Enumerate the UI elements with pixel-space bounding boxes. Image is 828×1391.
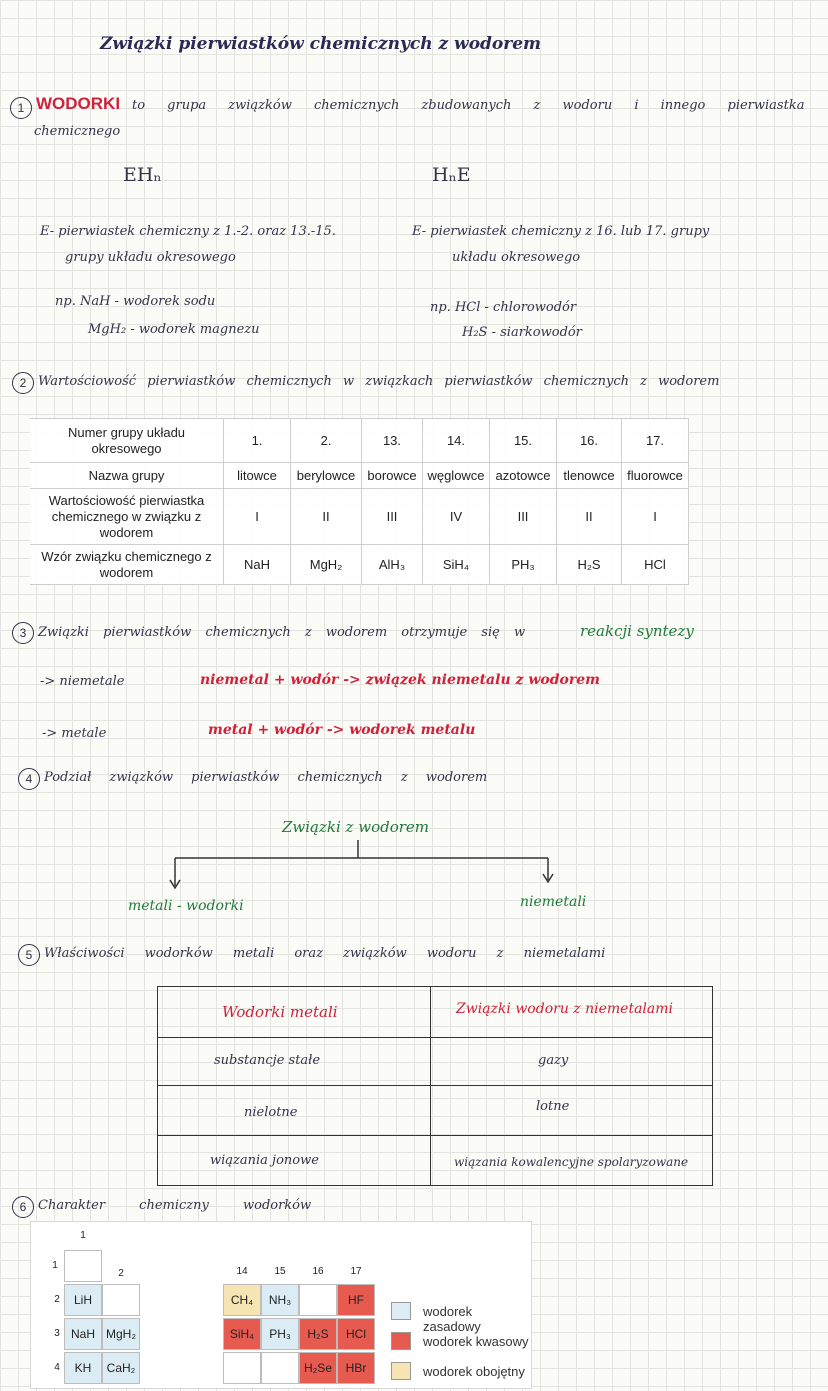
section-3-heading: Związki pierwiastków chemicznych z wodorem otrzymuje się w <box>38 625 526 640</box>
table-cell: 2. <box>291 419 362 463</box>
element-cell-empty <box>223 1352 261 1384</box>
table-cell: II <box>557 489 622 545</box>
element-cell-empty <box>261 1352 299 1384</box>
table-cell: 1. <box>224 419 291 463</box>
group-label: 2 <box>118 1268 124 1279</box>
period-label: 2 <box>54 1294 60 1305</box>
row-3-col-1: wiązania jonowe <box>210 1153 319 1168</box>
row-1-col-1: substancje stałe <box>214 1053 321 1068</box>
properties-table <box>157 986 713 1186</box>
element-cell-mgh2: MgH₂ <box>102 1318 140 1350</box>
section-3-item-2-equation: metal + wodór -> wodorek metalu <box>208 722 476 738</box>
table-cell: azotowce <box>490 463 557 489</box>
element-cell-empty <box>299 1284 337 1316</box>
element-cell-lih: LiH <box>64 1284 102 1316</box>
valence-table <box>30 418 689 585</box>
section-4-number: 4 <box>18 768 40 790</box>
section-1-heading: WODORKI <box>36 94 121 113</box>
table-cell: fluorowce <box>622 463 689 489</box>
element-cell-nah: NaH <box>64 1318 102 1350</box>
row-header: Wzór związku chemicznego z wodorem <box>30 545 224 585</box>
table-cell: 14. <box>423 419 490 463</box>
table-cell: borowce <box>362 463 423 489</box>
example-right-1: np. HCl - chlorowodór <box>430 300 577 315</box>
table-cell: MgH₂ <box>291 545 362 585</box>
element-cell-ph3: PH₃ <box>261 1318 299 1350</box>
row-header: Numer grupy układu okresowego <box>30 419 224 463</box>
section-1-definition: to grupa związków chemicznych zbudowanych z wodoru i innego pierwiastka <box>132 98 805 113</box>
table-cell: II <box>291 489 362 545</box>
col-header-nonmetal-compounds: Związki wodoru z niemetalami <box>456 1001 673 1017</box>
legend-label-acidic: wodorek kwasowy <box>423 1334 529 1349</box>
example-left-2: MgH₂ - wodorek magnezu <box>88 322 260 337</box>
period-label: 1 <box>52 1260 58 1271</box>
table-cell: IV <box>423 489 490 545</box>
table-cell: HCl <box>622 545 689 585</box>
element-cell-h2s: H₂S <box>299 1318 337 1350</box>
element-cell-hf: HF <box>337 1284 375 1316</box>
section-6-heading: Charakter chemiczny wodorków <box>38 1198 312 1213</box>
element-cell-nh3: NH₃ <box>261 1284 299 1316</box>
section-1-number: 1 <box>10 97 32 119</box>
row-2-col-1: nielotne <box>244 1105 298 1120</box>
table-cell: I <box>224 489 291 545</box>
section-3-heading-highlight: reakcji syntezy <box>580 622 694 640</box>
table-divider <box>158 1085 712 1086</box>
example-right-2: H₂S - siarkowodór <box>462 325 582 340</box>
e-left-line-1: E- pierwiastek chemiczny z 1.-2. oraz 13.-15. <box>40 224 336 239</box>
legend-swatch-basic <box>391 1302 411 1320</box>
group-label: 16 <box>312 1266 324 1277</box>
table-cell: SiH₄ <box>423 545 490 585</box>
table-divider <box>430 987 431 1185</box>
group-label: 14 <box>236 1266 248 1277</box>
page-title: Związki pierwiastków chemicznych z wodorem <box>100 34 542 54</box>
legend-swatch-neutral <box>391 1362 411 1380</box>
row-header: Nazwa grupy <box>30 463 224 489</box>
section-4-heading: Podział związków pierwiastków chemicznych z wodorem <box>44 770 488 785</box>
element-cell-h2se: H₂Se <box>299 1352 337 1384</box>
e-left-line-2: grupy układu okresowego <box>65 250 236 265</box>
section-5-heading: Właściwości wodorków metali oraz związków wodoru z niemetalami <box>44 946 606 961</box>
period-label: 4 <box>54 1362 60 1373</box>
table-cell: tlenowce <box>557 463 622 489</box>
section-3-item-2-label: -> metale <box>42 726 107 741</box>
element-cell-hbr: HBr <box>337 1352 375 1384</box>
table-cell: III <box>362 489 423 545</box>
e-right-line-1: E- pierwiastek chemiczny z 16. lub 17. grupy <box>412 224 710 239</box>
group-label: 17 <box>350 1266 362 1277</box>
section-2-number: 2 <box>12 372 34 394</box>
diagram-root: Związki z wodorem <box>282 818 430 836</box>
row-1-col-2: gazy <box>538 1053 569 1068</box>
table-cell: litowce <box>224 463 291 489</box>
table-cell: H₂S <box>557 545 622 585</box>
section-3-item-1-label: -> niemetale <box>40 674 125 689</box>
diagram-right-branch: niemetali <box>520 894 587 910</box>
legend-swatch-acidic <box>391 1332 411 1350</box>
formula-right: HₙE <box>432 164 471 186</box>
hydride-character-figure <box>30 1221 532 1389</box>
table-cell: III <box>490 489 557 545</box>
table-divider <box>158 1135 712 1136</box>
table-cell: 15. <box>490 419 557 463</box>
group-label: 15 <box>274 1266 286 1277</box>
example-left-1: np. NaH - wodorek sodu <box>55 294 216 309</box>
section-6-number: 6 <box>12 1196 34 1218</box>
period-label: 3 <box>54 1328 60 1339</box>
table-cell: węglowce <box>423 463 490 489</box>
table-cell: berylowce <box>291 463 362 489</box>
element-cell-ch4: CH₄ <box>223 1284 261 1316</box>
section-3-item-1-equation: niemetal + wodór -> związek niemetalu z wodorem <box>200 672 600 688</box>
section-3-number: 3 <box>12 622 34 644</box>
section-5-number: 5 <box>18 944 40 966</box>
group-label: 1 <box>80 1230 86 1241</box>
table-divider <box>158 1037 712 1038</box>
table-cell: AlH₃ <box>362 545 423 585</box>
table-cell: 16. <box>557 419 622 463</box>
table-cell: PH₃ <box>490 545 557 585</box>
row-3-col-2: wiązania kowalencyjne spolaryzowane <box>454 1155 689 1169</box>
legend-label-basic: wodorek zasadowy <box>423 1304 481 1334</box>
col-header-metal-hydrides: Wodorki metali <box>222 1003 338 1021</box>
element-cell-h <box>64 1250 102 1282</box>
row-2-col-2: lotne <box>536 1099 570 1114</box>
table-cell: NaH <box>224 545 291 585</box>
row-header: Wartościowość pierwiastka chemicznego w związku z wodorem <box>30 489 224 545</box>
element-cell-cah2: CaH₂ <box>102 1352 140 1384</box>
section-1-definition-cont: chemicznego <box>34 124 121 139</box>
element-cell-sih4: SiH₄ <box>223 1318 261 1350</box>
formula-left: EHₙ <box>123 164 162 186</box>
table-cell: I <box>622 489 689 545</box>
element-cell-kh: KH <box>64 1352 102 1384</box>
legend-label-neutral: wodorek obojętny <box>423 1364 525 1379</box>
element-cell-hcl: HCl <box>337 1318 375 1350</box>
table-cell: 13. <box>362 419 423 463</box>
section-2-heading: Wartościowość pierwiastków chemicznych w związkach pierwiastków chemicznych z wodorem <box>38 374 720 389</box>
table-cell: 17. <box>622 419 689 463</box>
diagram-left-branch: metali - wodorki <box>128 898 244 914</box>
element-cell-empty <box>102 1284 140 1316</box>
e-right-line-2: układu okresowego <box>452 250 581 265</box>
